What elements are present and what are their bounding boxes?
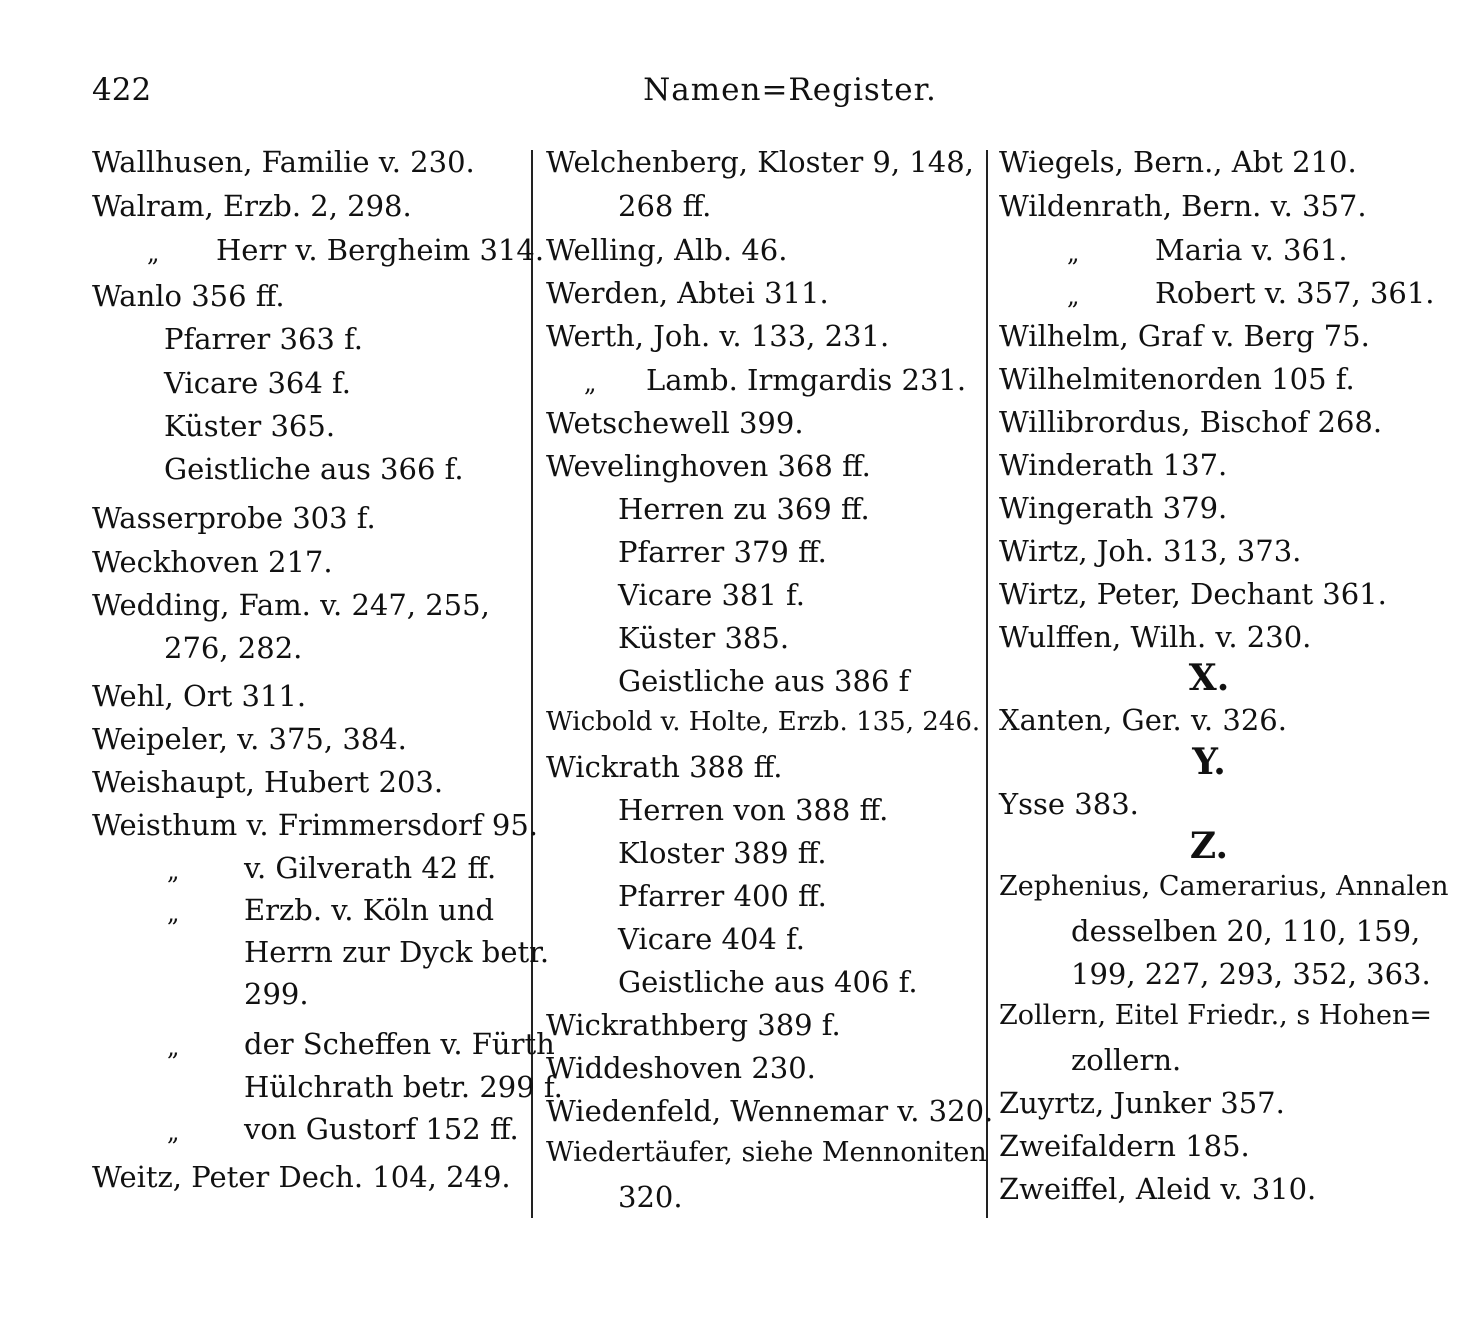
column-rule-2 <box>986 150 988 1218</box>
page-number: 422 <box>92 72 152 108</box>
index-entry: Vicare 404 f. <box>618 922 805 956</box>
ditto-mark: „ <box>167 1033 180 1061</box>
index-entry: Weitz, Peter Dech. 104, 249. <box>92 1160 511 1194</box>
index-entry: Hülchrath betr. 299 f. <box>244 1070 563 1104</box>
index-entry: Wirtz, Joh. 313, 373. <box>999 534 1302 568</box>
ditto-mark: „ <box>1067 282 1080 310</box>
index-entry: Geistliche aus 406 f. <box>618 965 918 999</box>
index-entry: Geistliche aus 386 f <box>618 664 910 698</box>
section-letter-y: Y. <box>1192 741 1226 783</box>
ditto-mark: „ <box>584 369 597 397</box>
index-entry: 276, 282. <box>164 631 303 665</box>
index-entry: Zuyrtz, Junker 357. <box>999 1086 1285 1120</box>
index-entry: Geistliche aus 366 f. <box>164 452 464 486</box>
index-entry: Zephenius, Camerarius, Annalen <box>999 871 1449 902</box>
index-entry: 199, 227, 293, 352, 363. <box>1071 957 1431 991</box>
ditto-mark: „ <box>147 239 160 267</box>
index-entry: Zweiffel, Aleid v. 310. <box>999 1172 1317 1206</box>
index-entry: Wiedertäufer, siehe Mennoniten <box>546 1137 987 1168</box>
index-entry: v. Gilverath 42 ff. <box>244 851 497 885</box>
index-entry: Wingerath 379. <box>999 491 1228 525</box>
index-entry: Wanlo 356 ff. <box>92 279 285 313</box>
index-entry: Pfarrer 400 ff. <box>618 879 827 913</box>
ditto-mark: „ <box>1067 239 1080 267</box>
ditto-mark: „ <box>167 857 180 885</box>
index-entry: Kloster 389 ff. <box>618 836 827 870</box>
index-entry: Werden, Abtei 311. <box>546 276 829 310</box>
index-entry: Willibrordus, Bischof 268. <box>999 405 1383 439</box>
index-entry: Weckhoven 217. <box>92 545 333 579</box>
index-entry: Ysse 383. <box>999 787 1139 821</box>
index-entry: Küster 365. <box>164 409 336 443</box>
index-entry: desselben 20, 110, 159, <box>1071 914 1421 948</box>
index-entry: Wickrathberg 389 f. <box>546 1008 841 1042</box>
section-letter-x: X. <box>1188 657 1230 699</box>
index-entry: Wickrath 388 ff. <box>546 750 783 784</box>
index-entry: Herr v. Bergheim 314. <box>216 233 545 267</box>
index-entry: Winderath 137. <box>999 448 1228 482</box>
index-entry: Wehl, Ort 311. <box>92 679 307 713</box>
index-entry: Maria v. 361. <box>1155 233 1348 267</box>
index-entry: Wilhelm, Graf v. Berg 75. <box>999 319 1370 353</box>
running-title: Namen=Register. <box>643 72 937 108</box>
index-entry: Xanten, Ger. v. 326. <box>999 703 1287 737</box>
index-entry: Zweifaldern 185. <box>999 1129 1250 1163</box>
index-entry: Vicare 381 f. <box>618 578 805 612</box>
index-entry: 320. <box>618 1180 683 1214</box>
index-entry: 268 ff. <box>618 189 712 223</box>
index-entry: Walram, Erzb. 2, 298. <box>92 189 412 223</box>
index-entry: Wirtz, Peter, Dechant 361. <box>999 577 1387 611</box>
ditto-mark: „ <box>167 1118 180 1146</box>
index-entry: Weipeler, v. 375, 384. <box>92 722 407 756</box>
index-entry: Zollern, Eitel Friedr., s Hohen= <box>999 1000 1432 1031</box>
index-entry: Pfarrer 379 ff. <box>618 535 827 569</box>
section-letter-z: Z. <box>1189 825 1229 867</box>
index-entry: Wulffen, Wilh. v. 230. <box>999 620 1312 654</box>
index-entry: Widdeshoven 230. <box>546 1051 816 1085</box>
index-entry: Herren zu 369 ff. <box>618 492 870 526</box>
index-entry: Herren von 388 ff. <box>618 793 889 827</box>
index-entry: der Scheffen v. Fürth <box>244 1027 555 1061</box>
index-entry: Lamb. Irmgardis 231. <box>646 363 967 397</box>
index-entry: Wiedenfeld, Wennemar v. 320. <box>546 1094 994 1128</box>
index-entry: Vicare 364 f. <box>164 366 351 400</box>
index-entry: Welchenberg, Kloster 9, 148, <box>546 145 974 179</box>
index-entry: Weisthum v. Frimmersdorf 95. <box>92 808 538 842</box>
index-entry: 299. <box>244 977 309 1011</box>
index-entry: Wallhusen, Familie v. 230. <box>92 145 475 179</box>
index-entry: Wevelinghoven 368 ff. <box>546 449 871 483</box>
ditto-mark: „ <box>167 899 180 927</box>
index-entry: Erzb. v. Köln und <box>244 893 495 927</box>
index-entry: Robert v. 357, 361. <box>1155 276 1435 310</box>
index-entry: Wicbold v. Holte, Erzb. 135, 246. <box>546 707 981 737</box>
index-entry: Welling, Alb. 46. <box>546 233 788 267</box>
index-entry: von Gustorf 152 ff. <box>244 1112 519 1146</box>
index-entry: Weishaupt, Hubert 203. <box>92 765 444 799</box>
index-entry: Wedding, Fam. v. 247, 255, <box>92 588 490 622</box>
index-entry: Wilhelmitenorden 105 f. <box>999 362 1355 396</box>
index-entry: Wetschewell 399. <box>546 406 804 440</box>
index-entry: Wasserprobe 303 f. <box>92 501 376 535</box>
index-entry: Wiegels, Bern., Abt 210. <box>999 145 1357 179</box>
index-entry: Wildenrath, Bern. v. 357. <box>999 189 1367 223</box>
index-entry: Werth, Joh. v. 133, 231. <box>546 319 890 353</box>
index-entry: zollern. <box>1071 1043 1182 1077</box>
index-entry: Küster 385. <box>618 621 790 655</box>
index-entry: Herrn zur Dyck betr. <box>244 935 550 969</box>
index-entry: Pfarrer 363 f. <box>164 322 363 356</box>
